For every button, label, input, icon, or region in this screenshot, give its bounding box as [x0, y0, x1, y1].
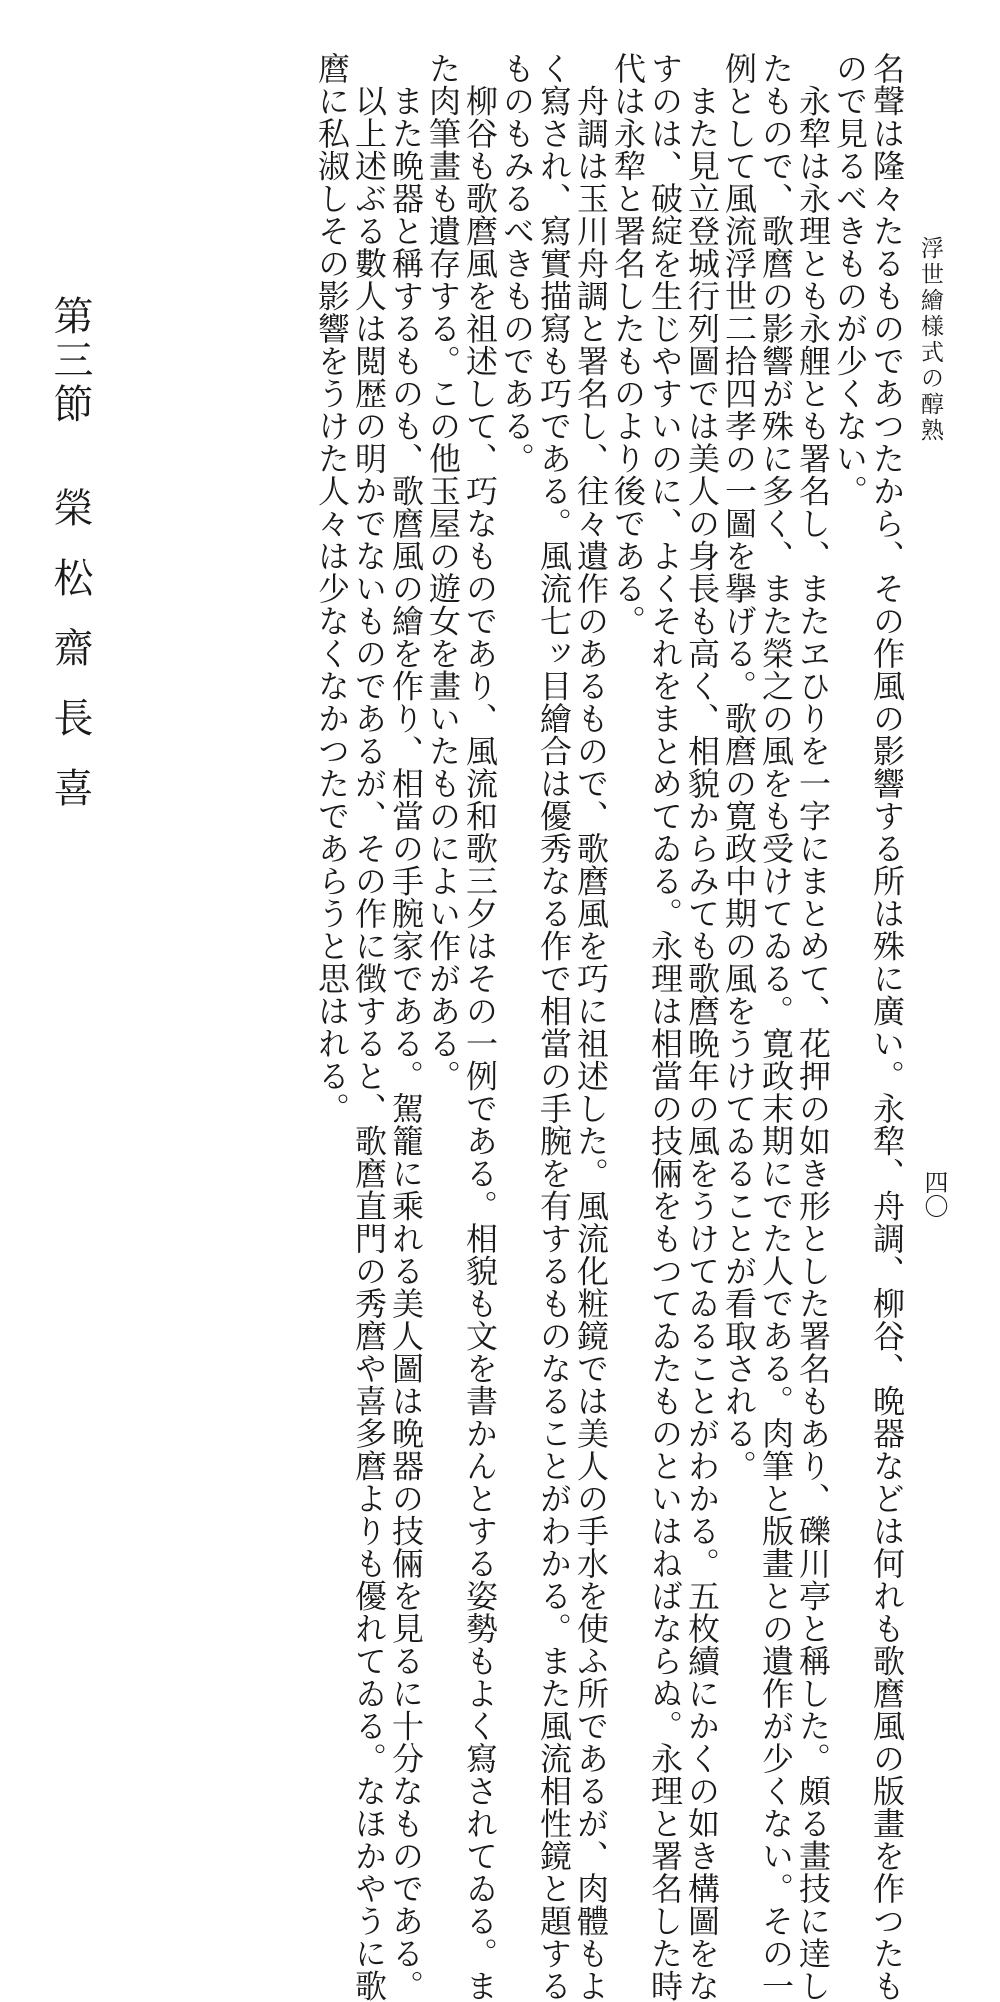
- text-line: 以上述ぶる數人は閲歴の明かでないものであるが、その作に徴すると、歌麿直門の秀麿や喜多麿よりも優れてゐる。なほかやうに歌: [350, 52, 388, 2002]
- text-line: また見立登城行列圖では美人の身長も高く、相貌からみても歌麿晩年の風をうけてゐることがわかる。五枚續にかくの如き構圖をな: [683, 52, 721, 2002]
- text-line: 例として風流浮世二拾四孝の一圖を擧げる。歌麿の寛政中期の風をうけてゐることが看取される。: [720, 52, 758, 1482]
- running-head: 浮世繪様式の醇熟: [917, 236, 943, 444]
- body-text: [165, 52, 906, 2002]
- section-title: 榮松齋長喜: [47, 487, 93, 837]
- text-line: 永犂は永理とも永艃とも署名し、またヱひりを一字にまとめて、花押の如き形とした署名もあり、礫川亭と稱した。頗る畫技に逹し: [794, 52, 832, 2002]
- text-line: 代は永犂と署名したものより後である。: [609, 52, 647, 637]
- text-line: 名聲は隆々たるものであつたから、その作風の影響する所は殊に廣い。永犂、舟調、柳谷、晩器などは何れも歌麿風の版畫を作つたも: [868, 52, 906, 2002]
- text-line: ので見るべきものが少くない。: [831, 52, 869, 507]
- page-number: 四〇: [920, 1170, 948, 1218]
- section-number: 第三節: [47, 295, 93, 427]
- text-line: 柳谷も歌麿風を祖述して、巧なものであり、風流和歌三夕はその一例である。相貌も文を書かんとする姿勢もよく寫されてゐる。ま: [461, 52, 499, 2002]
- text-line: ものもみるべきものである。: [498, 52, 536, 475]
- text-line: た肉筆畫も遺存する。この他玉屋の遊女を畫いたものによい作がある。: [424, 52, 462, 1092]
- text-line: 麿に私淑しその影響をうけた人々は少なくなかつたであらうと思はれる。: [313, 52, 351, 1125]
- text-line: また晩器と稱するものも、歌麿風の繪を作り、相當の手腕家である。駕籠に乘れる美人圖は晩器の技倆を見るに十分なものである。: [387, 52, 425, 2002]
- text-line: く寫され、寫實描寫も巧である。風流七ッ目繪合は優秀なる作で相當の手腕を有するものなることがわかる。また風流相性鏡と題する: [535, 52, 573, 2002]
- text-line: たもので、歌麿の影響が殊に多く、また榮之の風をも受けてゐる。寛政末期にでた人である。肉筆と版畫との遺作が少くない。その一: [757, 52, 795, 2002]
- text-line: 舟調は玉川舟調と署名し、往々遺作のあるもので、歌麿風を巧に祖述した。風流化粧鏡では美人の手水を使ふ所であるが、肉體もよ: [572, 52, 610, 2002]
- section-heading: [47, 295, 93, 837]
- text-line: すのは、破綻を生じやすいのに、よくそれをまとめてゐる。永理は相當の技倆をもつてゐたものといはねばならぬ。永理と署名した時: [646, 52, 684, 2002]
